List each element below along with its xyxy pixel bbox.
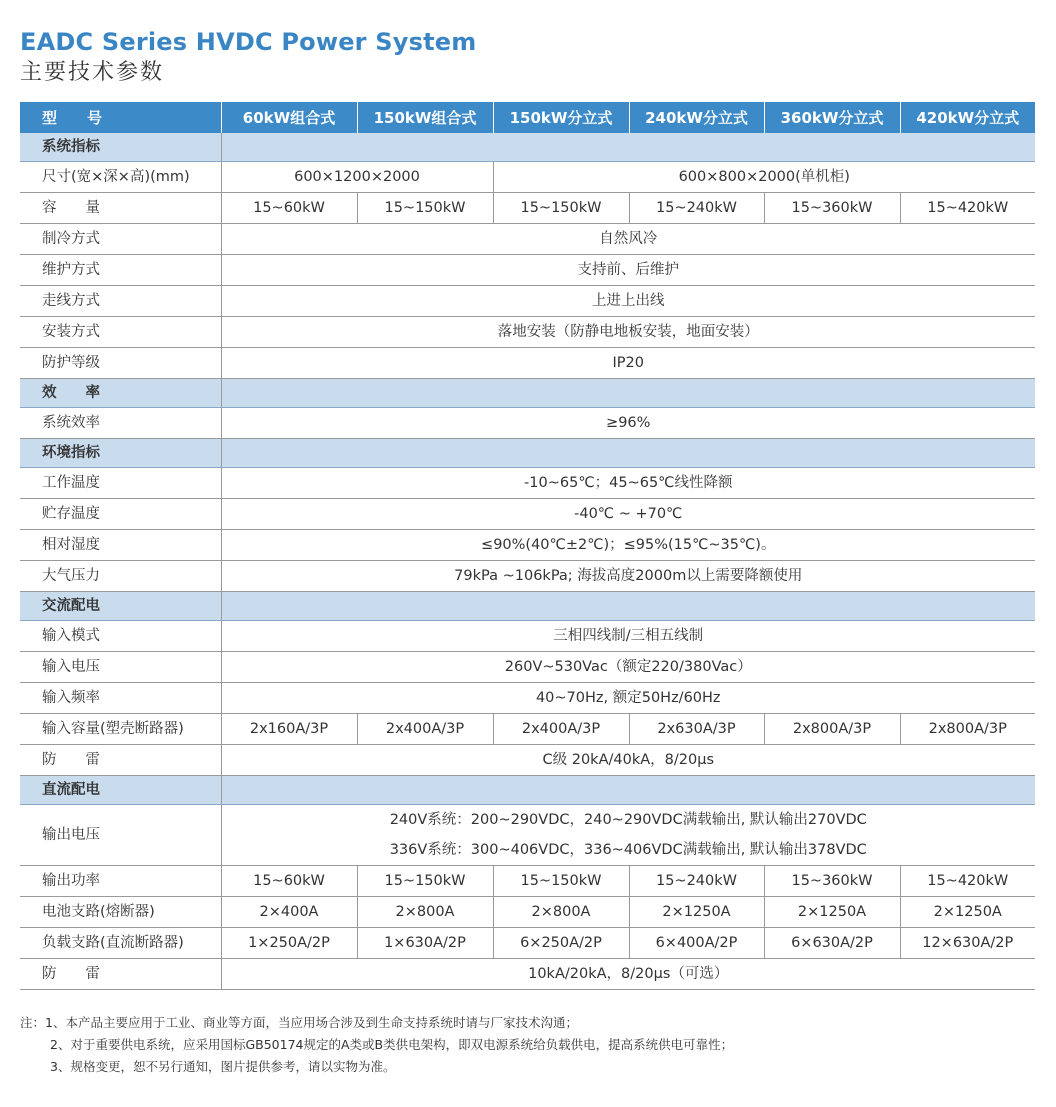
section-label: 系统指标 xyxy=(20,133,221,162)
header-420kw-split: 420kW分立式 xyxy=(900,102,1035,133)
row-label: 系统效率 xyxy=(20,408,221,439)
section-label: 交流配电 xyxy=(20,592,221,621)
cell-value: 79kPa ~106kPa; 海拔高度2000m以上需要降额使用 xyxy=(221,561,1035,592)
footnotes xyxy=(20,1012,733,1078)
footnote-3: 3、规格变更，恕不另行通知，图片提供参考，请以实物为准。 xyxy=(50,1059,396,1074)
table-row xyxy=(20,561,1035,592)
row-label: 尺寸(宽×深×高)(mm) xyxy=(20,162,221,193)
cell-value: 6×630A/2P xyxy=(764,928,900,959)
table-row xyxy=(20,805,1035,866)
cell-value: C级 20kA/40kA，8/20μs xyxy=(221,745,1035,776)
cell-value: 三相四线制/三相五线制 xyxy=(221,621,1035,652)
cell-value: 2x800A/3P xyxy=(900,714,1035,745)
section-system xyxy=(20,133,1035,162)
header-150kw-combined: 150kW组合式 xyxy=(357,102,493,133)
cell-value: 2x630A/3P xyxy=(629,714,764,745)
cell-value: 15~420kW xyxy=(900,193,1035,224)
section-ac-distribution xyxy=(20,592,1035,621)
row-label: 容 量 xyxy=(20,193,221,224)
cell-value: 15~240kW xyxy=(629,866,764,897)
table-row xyxy=(20,162,1035,193)
row-label: 输入模式 xyxy=(20,621,221,652)
row-label: 输入容量(塑壳断路器) xyxy=(20,714,221,745)
header-240kw-split: 240kW分立式 xyxy=(629,102,764,133)
cell-value: 2×800A xyxy=(493,897,629,928)
cell-value: 2x800A/3P xyxy=(764,714,900,745)
cell-value: 6×250A/2P xyxy=(493,928,629,959)
row-label: 输入电压 xyxy=(20,652,221,683)
section-label: 直流配电 xyxy=(20,776,221,805)
cell-value: 260V~530Vac（额定220/380Vac） xyxy=(221,652,1035,683)
cell-value: 12×630A/2P xyxy=(900,928,1035,959)
cell-value: 15~360kW xyxy=(764,866,900,897)
table-row xyxy=(20,959,1035,990)
row-label: 贮存温度 xyxy=(20,499,221,530)
row-label: 输出电压 xyxy=(20,805,221,866)
cell-value: 2×1250A xyxy=(629,897,764,928)
cell-value: 15~150kW xyxy=(357,866,493,897)
section-environment xyxy=(20,439,1035,468)
cell-value: 10kA/20kA，8/20μs（可选） xyxy=(221,959,1035,990)
cell-value: ≤90%(40℃±2℃)；≤95%(15℃~35℃)。 xyxy=(221,530,1035,561)
output-voltage-240v: 240V系统：200~290VDC，240~290VDC满载输出, 默认输出270VDC xyxy=(389,812,867,828)
cell-value: 2×1250A xyxy=(764,897,900,928)
table-row xyxy=(20,866,1035,897)
table-row xyxy=(20,193,1035,224)
table-row xyxy=(20,408,1035,439)
cell-value: -10~65℃；45~65℃线性降额 xyxy=(221,468,1035,499)
section-label: 效 率 xyxy=(20,379,221,408)
row-label: 输入频率 xyxy=(20,683,221,714)
table-row xyxy=(20,317,1035,348)
row-label: 电池支路(熔断器) xyxy=(20,897,221,928)
header-360kw-split: 360kW分立式 xyxy=(764,102,900,133)
title-chinese: 主要技术参数 xyxy=(20,60,165,85)
cell-value: 15~420kW xyxy=(900,866,1035,897)
cell-value: 15~240kW xyxy=(629,193,764,224)
cell-value: 15~60kW xyxy=(221,193,357,224)
table-row xyxy=(20,499,1035,530)
cell-value: 6×400A/2P xyxy=(629,928,764,959)
cell-value: IP20 xyxy=(221,348,1035,379)
section-label: 环境指标 xyxy=(20,439,221,468)
row-label: 走线方式 xyxy=(20,286,221,317)
header-60kw-combined: 60kW组合式 xyxy=(221,102,357,133)
header-150kw-split: 150kW分立式 xyxy=(493,102,629,133)
cell-value: 落地安装（防静电地板安装，地面安装） xyxy=(221,317,1035,348)
table-row xyxy=(20,255,1035,286)
row-label: 负载支路(直流断路器) xyxy=(20,928,221,959)
footnote-1: 注：1、本产品主要应用于工业、商业等方面，当应用场合涉及到生命支持系统时请与厂家技术沟通； xyxy=(20,1015,578,1030)
table-row xyxy=(20,928,1035,959)
cell-value: 2x160A/3P xyxy=(221,714,357,745)
cell-value: 支持前、后维护 xyxy=(221,255,1035,286)
row-label: 安装方式 xyxy=(20,317,221,348)
output-voltage-336v: 336V系统：300~406VDC，336~406VDC满载输出, 默认输出378VDC xyxy=(389,842,867,858)
row-label: 防 雷 xyxy=(20,959,221,990)
table-row xyxy=(20,683,1035,714)
row-label: 工作温度 xyxy=(20,468,221,499)
row-label: 输出功率 xyxy=(20,866,221,897)
table-row xyxy=(20,530,1035,561)
cell-value: 自然风冷 xyxy=(221,224,1035,255)
cell-value: ≥96% xyxy=(221,408,1035,439)
cell-value: 2x400A/3P xyxy=(493,714,629,745)
table-row xyxy=(20,621,1035,652)
cell-value: 15~60kW xyxy=(221,866,357,897)
title-english: EADC Series HVDC Power System xyxy=(20,28,477,56)
cell-value: 15~150kW xyxy=(493,866,629,897)
table-row xyxy=(20,468,1035,499)
cell-value: 2x400A/3P xyxy=(357,714,493,745)
cell-value: 上进上出线 xyxy=(221,286,1035,317)
table-row xyxy=(20,348,1035,379)
row-label: 维护方式 xyxy=(20,255,221,286)
cell-value: 1×630A/2P xyxy=(357,928,493,959)
section-efficiency xyxy=(20,379,1035,408)
row-label: 防 雷 xyxy=(20,745,221,776)
section-dc-distribution xyxy=(20,776,1035,805)
table-row xyxy=(20,745,1035,776)
cell-value: 1×250A/2P xyxy=(221,928,357,959)
table-header-row xyxy=(20,102,1035,133)
cell-value: 2×400A xyxy=(221,897,357,928)
footnote-2: 2、对于重要供电系统，应采用国标GB50174规定的A类或B类供电架构，即双电源系统给负载供电，提高系统供电可靠性； xyxy=(50,1037,734,1052)
cell-value: 15~360kW xyxy=(764,193,900,224)
table-row xyxy=(20,714,1035,745)
cell-value: 600×800×2000(单机柜) xyxy=(493,162,1035,193)
table-row xyxy=(20,224,1035,255)
row-label: 大气压力 xyxy=(20,561,221,592)
table-row xyxy=(20,652,1035,683)
cell-value xyxy=(221,805,1035,866)
cell-value: 15~150kW xyxy=(493,193,629,224)
cell-value: -40℃ ~ +70℃ xyxy=(221,499,1035,530)
cell-value: 2×1250A xyxy=(900,897,1035,928)
table-row xyxy=(20,286,1035,317)
row-label: 制冷方式 xyxy=(20,224,221,255)
spec-table xyxy=(20,102,1035,990)
cell-value: 600×1200×2000 xyxy=(221,162,493,193)
cell-value: 15~150kW xyxy=(357,193,493,224)
row-label: 相对湿度 xyxy=(20,530,221,561)
cell-value: 2×800A xyxy=(357,897,493,928)
row-label: 防护等级 xyxy=(20,348,221,379)
cell-value: 40~70Hz, 额定50Hz/60Hz xyxy=(221,683,1035,714)
header-model: 型 号 xyxy=(20,102,221,133)
table-row xyxy=(20,897,1035,928)
